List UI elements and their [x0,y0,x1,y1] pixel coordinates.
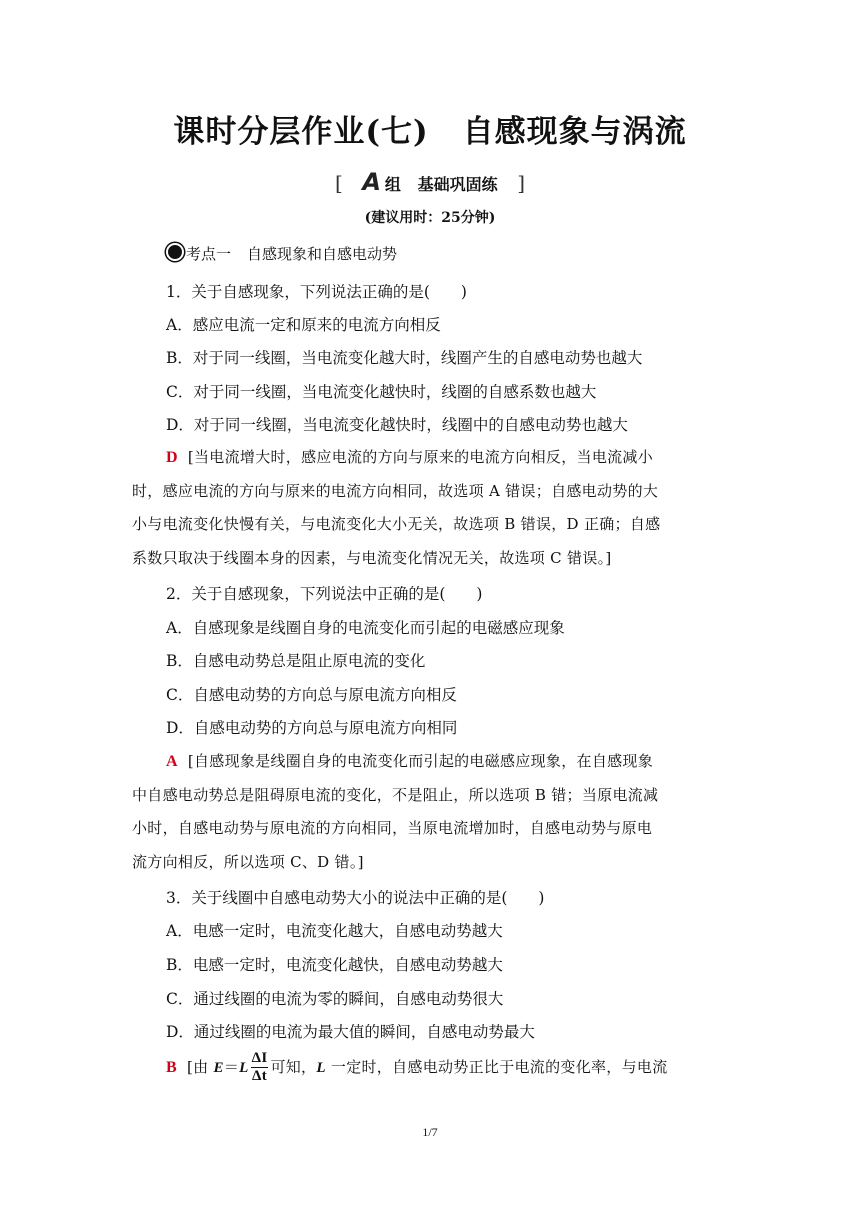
question-2-option-b: B．自感电动势总是阻止原电流的变化 [166,652,426,670]
fraction-numerator: ΔI [251,1050,269,1068]
question-3-option-a: A．电感一定时，电流变化越大，自感电动势越大 [166,922,503,940]
group-bracket-close: ] [517,171,526,195]
group-letter: A [362,168,381,196]
group-heading [0,168,860,196]
formula-fraction [251,1050,269,1086]
question-1-explanation-line: 系数只取决于线圈本身的因素，与电流变化情况无关，故选项 C 错误。] [132,549,612,567]
question-1-explanation-line: 时，感应电流的方向与原来的电流方向相同，故选项 A 错误；自感电动势的大 [132,482,659,500]
question-2-answer: A [166,753,178,770]
question-1-answer: D [166,449,178,466]
section-name: 自感现象和自感电动势 [247,245,398,263]
question-3-answer: B [166,1058,177,1076]
question-1-stem: 1．关于自感现象，下列说法正确的是( ) [166,283,467,301]
question-3-option-c: C．通过线圈的电流为零的瞬间，自感电动势很大 [166,990,504,1008]
formula-e: E [213,1059,224,1076]
group-bracket-open: [ [334,171,343,195]
question-1-explanation-line: 小与电流变化快慢有关，与电流变化大小无关，故选项 B 错误，D 正确；自感 [132,515,661,533]
question-1-option-d: D．对于同一线圈，当电流变化越快时，线圈中的自感电动势也越大 [166,416,628,434]
page-title [0,106,860,151]
question-1-option-c: C．对于同一线圈，当电流变化越快时，线圈的自感系数也越大 [166,383,597,401]
question-2-explanation-line: 中自感电动势总是阻碍原电流的变化，不是阻止，所以选项 B 错；当原电流减 [132,786,659,804]
page-number: 1/7 [422,1125,438,1139]
fraction-denominator: Δt [252,1068,268,1085]
question-2-option-a: A．自感现象是线圈自身的电流变化而引起的电磁感应现象 [166,619,565,637]
question-2-stem: 2．关于自感现象，下列说法中正确的是( ) [166,585,483,603]
question-1-option-b: B．对于同一线圈，当电流变化越大时，线圈产生的自感电动势也越大 [166,349,643,367]
group-name: 基础巩固练 [417,175,498,194]
question-2-explanation-line: 流方向相反，所以选项 C、D 错。] [132,853,364,871]
question-1-option-a: A．感应电流一定和原来的电流方向相反 [166,316,441,334]
question-2-explanation-line: A [自感现象是线圈自身的电流变化而引起的电磁感应现象，在自感现象 [166,752,654,770]
time-note: (建议用时：25分钟) [364,210,496,226]
section-num: 考点一 [186,245,232,263]
question-3-option-d: D．通过线圈的电流为最大值的瞬间，自感电动势最大 [166,1023,535,1041]
formula-l: L [239,1059,249,1076]
question-2-option-d: D．自感电动势的方向总与原电流方向相同 [166,719,458,737]
title-main: 课时分层作业(七) [173,114,429,150]
title-sub: 自感现象与涡流 [462,114,687,150]
question-3-option-b: B．电感一定时，电流变化越快，自感电动势越大 [166,956,503,974]
question-3-stem: 3．关于线圈中自感电动势大小的说法中正确的是( ) [166,889,545,907]
section-heading [166,243,397,264]
formula-l-var: L [316,1059,326,1076]
question-1-explanation-line: D [当电流增大时，感应电流的方向与原来的电流方向相反，当电流减小 [166,448,654,466]
question-2-explanation-line: 小时，自感电动势与原电流的方向相同，当原电流增加时，自感电动势与原电 [132,819,653,837]
question-2-option-c: C．自感电动势的方向总与原电流方向相反 [166,686,457,704]
question-3-explanation-line: B [由 E＝L $\frac{\Delta I}{\Delta t}$ 可知，L 一定时，自感电动势正比于电流的变化率，与电流 [166,1050,668,1085]
bullet-icon [166,243,184,261]
group-label: 组 [384,175,401,194]
